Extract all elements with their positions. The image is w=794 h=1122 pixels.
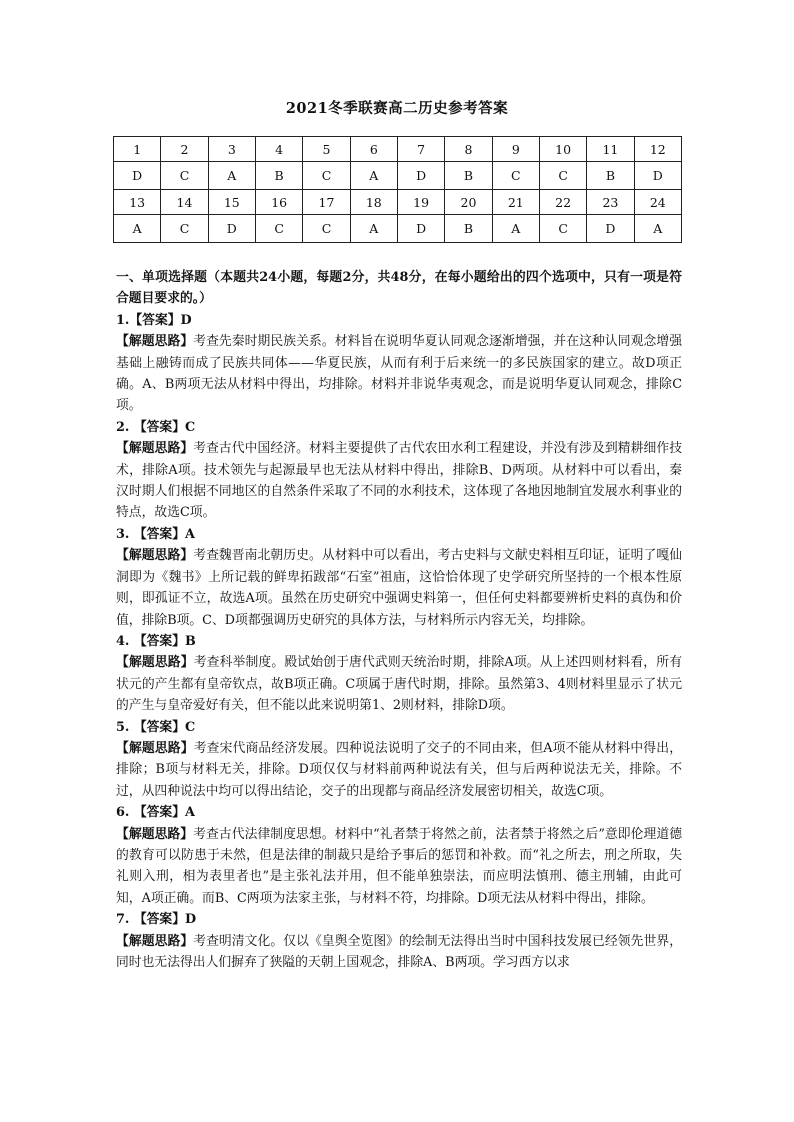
- solution-idea: [116, 931, 682, 974]
- solution-idea-label: 【解题思路】: [116, 334, 194, 350]
- question-number-cell: 4: [255, 137, 302, 162]
- question-number-cell: 24: [634, 190, 681, 215]
- answer-cell: B: [255, 162, 302, 190]
- answer-cell: B: [587, 162, 634, 190]
- solution-idea-text: 考查魏晋南北朝历史。从材料中可以看出，考古史料与文献史料相互印证，证明了嘎仙洞即为《魏书》上所记载的鲜卑拓跋部“石室”祖庙，这恰恰体现了史学研究所坚持的一个根本性原则，即孤证不立，故选A项。虽然在历史研究中强调史料第一，但任何史料都要辨析史料的真伪和价值，排除B项。C、D项都强调历史研究的具体方法，与材料所示内容无关，均排除。: [116, 548, 683, 628]
- question-answer-line: 5. 【答案】C: [116, 719, 196, 735]
- question-number-cell: 12: [634, 137, 681, 162]
- question-number-cell: 23: [587, 190, 634, 215]
- answer-cell: C: [303, 162, 350, 190]
- question-number-row: [114, 137, 682, 162]
- question-number-cell: 6: [350, 137, 397, 162]
- solution-idea: [116, 824, 682, 910]
- answer-cell: B: [445, 162, 492, 190]
- solution-idea-text: 考查宋代商品经济发展。四种说法说明了交子的不同由来，但A项不能从材料中得出，排除；B项与材料无关，排除。D项仅仅与材料前两种说法有关，但与后两种说法无关，排除。不过，从四种说法中均可以得出结论，交子的出现都与商品经济发展密切相关，故选C项。: [116, 740, 682, 799]
- solution-idea: [116, 331, 682, 417]
- answer-cell: D: [397, 215, 444, 243]
- question-number-cell: 9: [492, 137, 539, 162]
- question-number-cell: 13: [114, 190, 161, 215]
- question-number-row: [114, 190, 682, 215]
- solution-idea: [116, 652, 682, 716]
- answer-cell: D: [397, 162, 444, 190]
- question-number-cell: 3: [208, 137, 255, 162]
- solution-idea-label: 【解题思路】: [116, 826, 194, 842]
- question-number-cell: 18: [350, 190, 397, 215]
- answer-cell: C: [539, 162, 586, 190]
- solution-idea-text: 考查古代法律制度思想。材料中“礼者禁于将然之前，法者禁于将然之后”意即伦理道德的教育可以防患于未然，但是法律的制裁只是给予事后的惩罚和补救。而“礼之所去，刑之所取，失礼则入刑，相为表里者也”是主张礼法并用，但不能单独崇法，而应明法慎刑、德主刑辅，由此可知，A项正确。而B、C两项为法家主张，与材料不符，均排除。D项无法从材料中得出，排除。: [116, 826, 683, 906]
- solution-idea: [116, 438, 682, 524]
- answer-row: [114, 162, 682, 190]
- question-number-cell: 22: [539, 190, 586, 215]
- question-answer-line: 4. 【答案】B: [116, 633, 196, 649]
- question-number-cell: 19: [397, 190, 444, 215]
- question-number-cell: 8: [445, 137, 492, 162]
- answer-cell: C: [492, 162, 539, 190]
- solution-idea-text: 考查科举制度。殿试始创于唐代武则天统治时期，排除A项。从上述四则材料看，所有状元的产生都有皇帝钦点，故B项正确。C项属于唐代时期，排除。虽然第3、4则材料里显示了状元的产生与皇帝爱好有关，但不能以此来说明第1、2则材料，排除D项。: [116, 655, 682, 714]
- question-number-cell: 15: [208, 190, 255, 215]
- answer-cell: A: [350, 215, 397, 243]
- question-number-cell: 10: [539, 137, 586, 162]
- solution-idea-label: 【解题思路】: [116, 441, 194, 457]
- solution-idea-text: 考查先秦时期民族关系。材料旨在说明华夏认同观念逐渐增强，并在这种认同观念增强基础上融铸而成了民族共同体——华夏民族，从而有利于后来统一的多民族国家的建立。故D项正确。A、B两项无法从材料中得出，均排除。材料并非说华夷观念，而是说明华夏认同观念，排除C项。: [116, 334, 683, 414]
- solution-idea-label: 【解题思路】: [116, 933, 194, 949]
- answer-cell: A: [350, 162, 397, 190]
- solution-idea-text: 考查明清文化。仅以《皇舆全览图》的绘制无法得出当时中国科技发展已经领先世界，同时也无法得出人们摒弃了狭隘的天朝上国观念，排除A、B两项。学习西方以求: [116, 933, 683, 970]
- solution-idea-label: 【解题思路】: [116, 655, 194, 671]
- question-number-cell: 20: [445, 190, 492, 215]
- answer-cell: C: [161, 162, 208, 190]
- question-number-cell: 14: [161, 190, 208, 215]
- question-number-cell: 5: [303, 137, 350, 162]
- question-number-cell: 7: [397, 137, 444, 162]
- question-number-cell: 17: [303, 190, 350, 215]
- answer-cell: A: [208, 162, 255, 190]
- question-answer-line: 1.【答案】D: [116, 312, 192, 328]
- solution-idea-text: 考查古代中国经济。材料主要提供了古代农田水利工程建设，并没有涉及到精耕细作技术，排除A项。技术领先与起源最早也无法从材料中得出，排除B、D两项。从材料中可以看出，秦汉时期人们根据不同地区的自然条件采取了不同的水利技术，这体现了各地因地制宜发展水利事业的特点，故选C项。: [116, 441, 683, 521]
- solution-idea: [116, 738, 682, 802]
- question-number-cell: 2: [161, 137, 208, 162]
- answer-cell: D: [114, 162, 161, 190]
- answer-cell: C: [539, 215, 586, 243]
- answer-explanations: [116, 267, 682, 973]
- question-number-cell: 1: [114, 137, 161, 162]
- answer-cell: D: [208, 215, 255, 243]
- answer-cell: B: [445, 215, 492, 243]
- answer-row: [114, 215, 682, 243]
- answer-cell: D: [634, 162, 681, 190]
- answer-cell: C: [161, 215, 208, 243]
- answer-cell: C: [255, 215, 302, 243]
- question-answer-line: 2. 【答案】C: [116, 419, 196, 435]
- solution-idea: [116, 545, 682, 631]
- question-answer-line: 3. 【答案】A: [116, 526, 195, 542]
- page-title: 2021冬季联赛高二历史参考答案: [285, 100, 509, 117]
- section-heading: 一、单项选择题（本题共24小题，每题2分，共48分，在每小题给出的四个选项中，只有一项是符合题目要求的。）: [116, 270, 682, 307]
- answer-cell: A: [492, 215, 539, 243]
- answer-table: [113, 136, 682, 243]
- question-answer-line: 6. 【答案】A: [116, 805, 195, 821]
- solution-idea-label: 【解题思路】: [116, 548, 194, 564]
- question-number-cell: 16: [255, 190, 302, 215]
- answer-cell: C: [303, 215, 350, 243]
- question-number-cell: 21: [492, 190, 539, 215]
- question-list: [116, 310, 682, 974]
- answer-cell: D: [587, 215, 634, 243]
- answer-cell: A: [114, 215, 161, 243]
- question-answer-line: 7. 【答案】D: [116, 912, 197, 928]
- solution-idea-label: 【解题思路】: [116, 740, 194, 756]
- question-number-cell: 11: [587, 137, 634, 162]
- answer-cell: A: [634, 215, 681, 243]
